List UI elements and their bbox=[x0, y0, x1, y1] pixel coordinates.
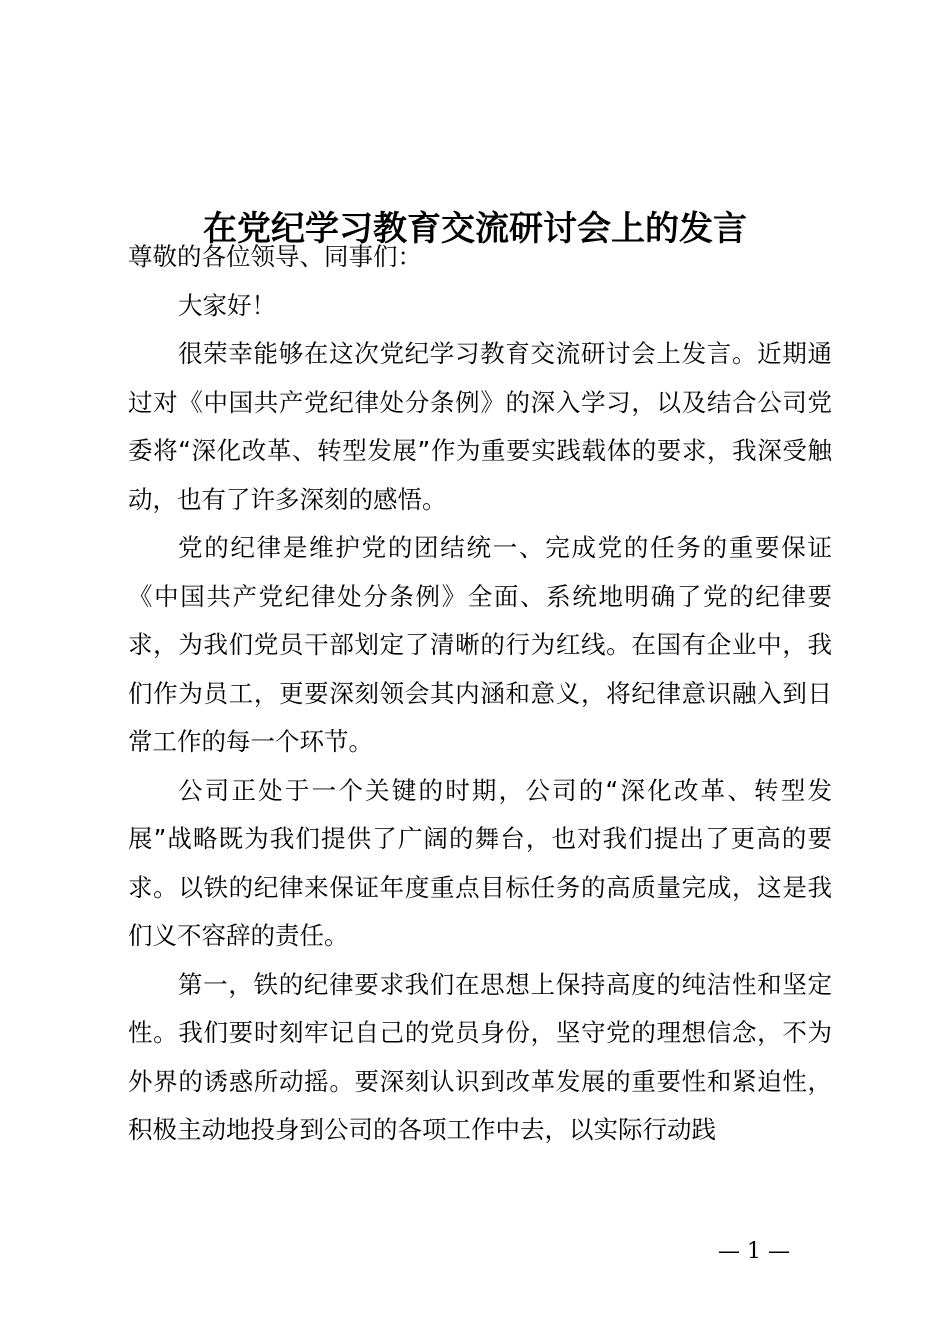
paragraph-greeting: 大家好！ bbox=[178, 290, 276, 320]
paragraph-introduction: 很荣幸能够在这次党纪学习教育交流研讨会上发言。近期通过对《中国共产党纪律处分条例》的深入学习，以及结合公司党委将“深化改革、转型发展”作为重要实践载体的要求，我深受触动，也有了许多深刻的感悟。 bbox=[128, 339, 832, 514]
paragraph-company-period: 公司正处于一个关键的时期，公司的“深化改革、转型发展”战略既为我们提供了广阔的舞台，也对我们提出了更高的要求。以铁的纪律来保证年度重点目标任务的高质量完成，这是我们义不容辞的责任。 bbox=[128, 775, 832, 950]
paragraph-first-point: 第一，铁的纪律要求我们在思想上保持高度的纯洁性和坚定性。我们要时刻牢记自己的党员身份，坚守党的理想信念，不为外界的诱惑所动摇。要深刻认识到改革发展的重要性和紧迫性，积极主动地投身到公司的各项工作中去，以实际行动践 bbox=[128, 969, 832, 1144]
paragraph-discipline-importance: 党的纪律是维护党的团结统一、完成党的任务的重要保证《中国共产党纪律处分条例》全面、系统地明确了党的纪律要求，为我们党员干部划定了清晰的行为红线。在国有企业中，我们作为员工，更要深刻领会其内涵和意义，将纪律意识融入到日常工作的每一个环节。 bbox=[128, 533, 832, 756]
page-number: — 1 — bbox=[718, 1239, 790, 1264]
document-body bbox=[128, 233, 832, 1155]
document-title: 在党纪学习教育交流研讨会上的发言 bbox=[203, 208, 747, 249]
salutation: 尊敬的各位领导、同事们： bbox=[128, 242, 422, 271]
